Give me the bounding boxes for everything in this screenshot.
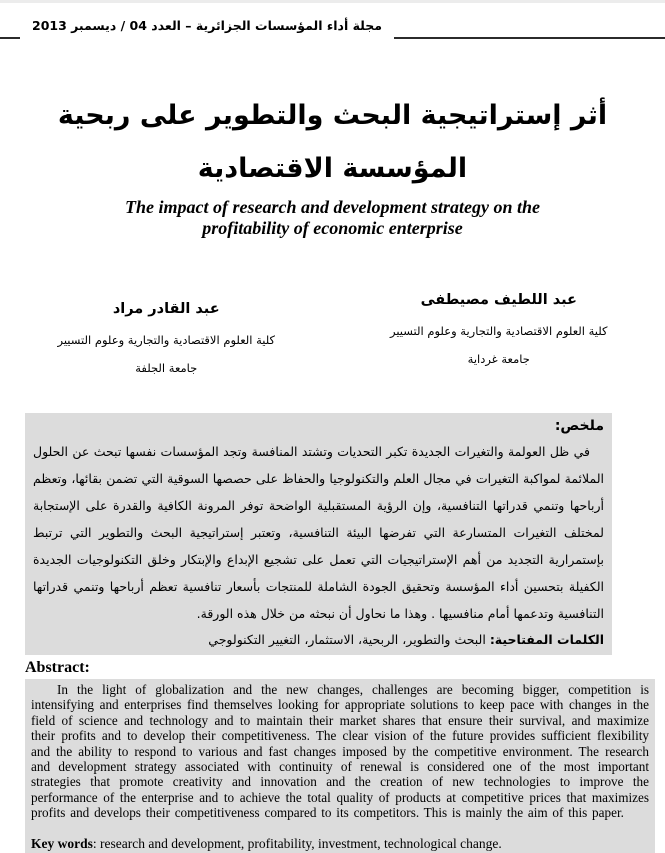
author-first-university: جامعة غرداية bbox=[467, 352, 530, 366]
keywords-english-text: : research and development, profitability, investment, technological change. bbox=[92, 835, 502, 851]
abstract-arabic-body: في ظل العولمة والتغيرات الجديدة تكبر التحديات وتشتد المنافسة وتجد المؤسسات نفسها تبحث عن الحلول الملائمة لمواكبة التغيرات في مجال العلم والتكنولوجيا والحفاظ على حصصها السوقية التي تضمن بقائها، وتعظم أرباحها وتنمي قدراتها التنافسية، وإن الرؤية المستقبلية الواضحة توفر المرونة الكافية والقدرة على الإستجابة لمختلف التغيرات المتسارعة التي تفرضها البيئة التنافسية، وتعتبر إستراتيجية البحث والتطوير التي ترتبط بإستمرارية التجديد من أهم الإستراتيجيات التي تعمل على تشجيع الإبداع والإبتكار وخلق التكنولوجيات الجديدة الكفيلة بتحسين أداء المؤسسة وتحقيق الجودة الشاملة للمنتجات بأسعار تنافسية تعظم أرباحها وتنمي قدراتها التنافسية وتدعمها أمام منافسيها . وهذا ما نحاول أن نبحثه من خلال هذه الورقة. bbox=[33, 444, 604, 621]
keywords-english-line bbox=[31, 835, 649, 852]
keywords-english-label: Key words bbox=[31, 835, 93, 851]
abstract-arabic-heading: ملخص: bbox=[554, 418, 604, 434]
author-second-university: جامعة الجلفة bbox=[135, 361, 198, 375]
author-second-affiliation: كلية العلوم الاقتصادية والتجارية وعلوم التسيير bbox=[57, 333, 276, 347]
author-second-name: عبد القادر مراد bbox=[112, 301, 220, 317]
abstract-english-body: In the light of globalization and the new changes, challenges are becoming bigger, competition is intensifying and enterprises find themselves looking for appropriate solutions to keep pace with changes in the field of science and technology and to maintain their market shares that ensure their survival, and maximize their profits and to develop their competitiveness. The clear vision of the future provides sufficient flexibility and the ability to respond to various and fast changes imposed by the competitive environment. The research and development strategy associated with continuity of renewal is considered one of the most important strategies that promote creativity and innovation and the creation of new technologies to improve the performance of the enterprise and to achieve the total quality of products at competitive prices that maximizes profits and develops their competitiveness compared to its competitors. This is mainly the aim of this paper. bbox=[31, 682, 649, 821]
abstract-english-heading: Abstract: bbox=[25, 659, 90, 676]
author-first bbox=[333, 291, 665, 376]
keywords-arabic-label: الكلمات المفتاحية: bbox=[489, 632, 604, 647]
author-first-affiliation: كلية العلوم الاقتصادية والتجارية وعلوم التسيير bbox=[389, 324, 608, 338]
title-english: The impact of research and development strategy on the profitability of economic enterprise bbox=[125, 197, 540, 238]
keywords-arabic-line bbox=[33, 630, 604, 650]
abstract-arabic-box bbox=[25, 413, 612, 655]
abstract-english-box bbox=[25, 679, 655, 853]
title-arabic-line2: المؤسسة الاقتصادية bbox=[197, 153, 468, 184]
author-first-name: عبد اللطيف مصيطفى bbox=[420, 292, 577, 308]
journal-header: مجلة أداء المؤسسات الجزائرية – العدد 04 / ديسمبر 2013 bbox=[20, 16, 394, 42]
title-arabic-line1: أثر إستراتيجية البحث والتطوير على ربحية bbox=[57, 100, 608, 131]
page-header bbox=[0, 3, 665, 49]
authors-block bbox=[0, 291, 665, 376]
author-second bbox=[0, 291, 333, 376]
keywords-arabic-text: البحث والتطوير، الربحية، الاستثمار، التغيير التكنولوجي bbox=[208, 632, 490, 647]
